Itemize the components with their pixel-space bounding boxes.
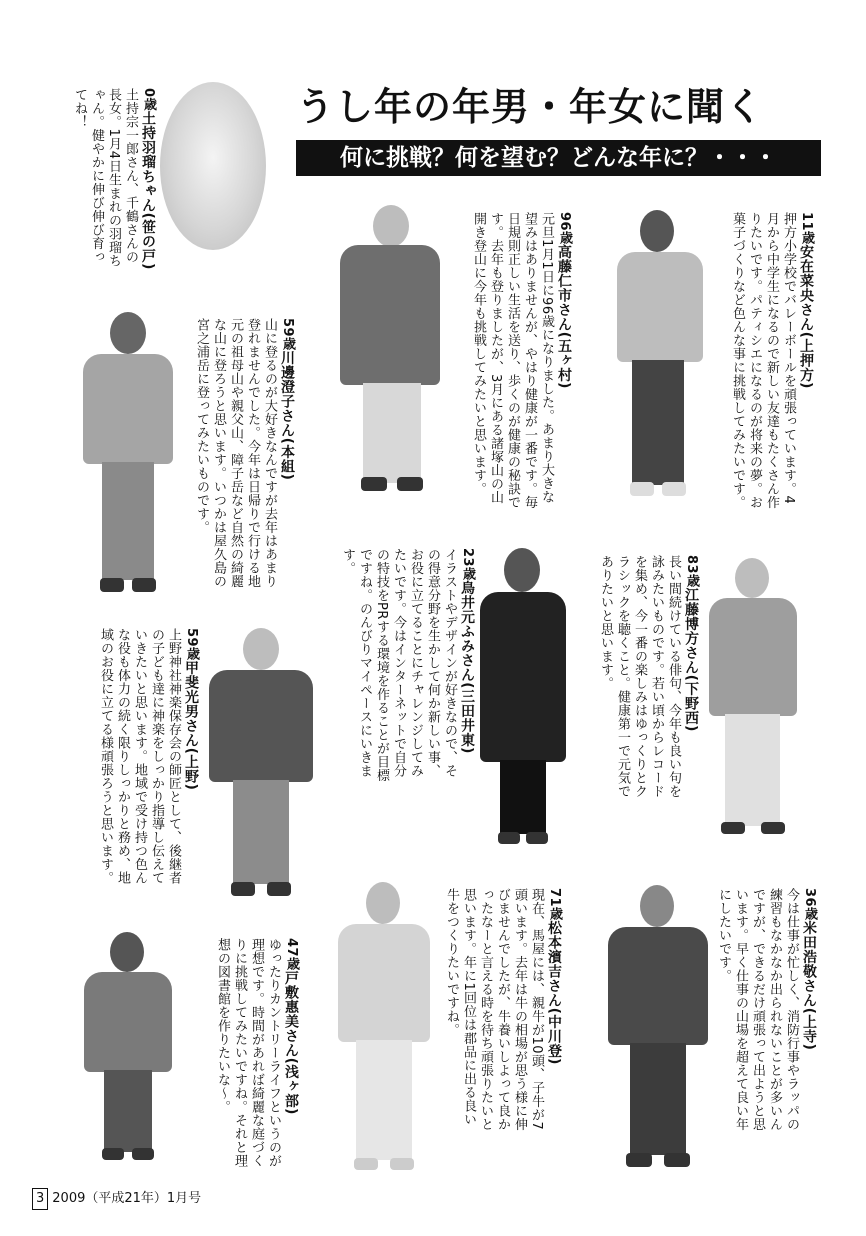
profile-habiru: 0歳土持羽瑠ちゃん(笹の戸) 土持宗一郎さん、千鶴さんの長女。1月4日生まれの羽瑠ちゃん。健やかに伸び伸び育ってね！	[72, 88, 156, 270]
photo-yasuzai	[612, 210, 707, 500]
profile-kawanabe: 59歳川邊澄子さん(本組) 山に登るのが大好きなんですが去年はあまり登れませんでした。今年は日帰りで行ける地元の祖母山や親父山、障子岳など自然の綺麗な山に登ろうと思います。いつかは屋久島の宮之浦岳に登ってみたいものです。	[194, 318, 295, 588]
profile-eto: 83歳江藤博方さん(下野西) 長い間続けている俳句、今年も良い句を詠みたいものです。若い頃からレコードを集め、今一番の楽しみはゆっくりとクラシックを聴くこと。健康第一で元気でありたいと思います。	[598, 555, 699, 798]
photo-kai	[205, 628, 317, 900]
photo-tojiki	[78, 932, 178, 1172]
profile-takafuji: 96歳高藤仁市さん(五ヶ村) 元旦1月1日に96歳になりました。あまり大きな望みはありませんが、やはり健康が一番です。毎日規則正しい生活を送り、歩くのが健康の秘訣です。去年も登りましたが、3月にある諸塚山の山開き登山に今年も挑戦してみたいと思います。	[471, 212, 572, 509]
profile-yoneda: 36歳米田浩敬さん(上寺) 今は仕事が忙しく、消防行事やラッパの練習もなかなか出られないことが多いんですが、できるだけ頑張って出ようと思います。早く仕事の山場を超えて良い年にしたいです。	[716, 888, 817, 1131]
profile-yasuzai: 11歳安在菜央さん(上押方) 押方小学校でバレーボールを頑張っています。4月から中学生になるので新しい友達もたくさん作りたいです。パティシエになるのが将来の夢。お菓子づくりなど色んな事に挑戦してみたいです。	[730, 212, 814, 509]
photo-takafuji	[335, 205, 445, 500]
photo-kawanabe	[78, 312, 178, 594]
photo-eto	[705, 558, 800, 836]
issue-label: 2009（平成21年）1月号	[52, 1191, 202, 1206]
photo-torii	[478, 548, 568, 846]
profile-torii: 23歳鳥井元ふみさん(三田井東) イラストやデザインが好きなので、その得意分野を生かして何か新しい事、お役に立てることにチャレンジしてみたいです。今はインターネットで自分の特技をPRする環境を作ることが目標ですね。のんびりマイペースにいきます。	[340, 548, 475, 782]
profile-tojiki: 47歳戸敷惠美さん(浅ヶ部) ゆったりカントリーライフというのが理想です。時間があれば綺麗な庭づくりに挑戦してみたいですね。それと理想の図書館を作りたいな〜。	[215, 938, 299, 1168]
page-footer	[32, 1188, 201, 1208]
page-number: 3	[32, 1188, 48, 1210]
page-title: うし年の年男・年女に聞く	[296, 85, 765, 129]
baby-photo	[160, 82, 266, 250]
photo-matsumoto	[334, 882, 434, 1172]
page-subtitle: 何に挑戦？何を望む？どんな年に？・・・	[296, 140, 821, 176]
profile-matsumoto: 71歳松本濱吉さん(中川登) 現在、馬屋には、親牛が10頭、子牛が7頭います。去年は牛の相場が思う様に伸びませんでしたが、牛養いしよって良かったなーと言える時を待ち頑張りたいと思います。年に1回位は郡品に出る良い牛をつくりたいですね。	[444, 888, 562, 1131]
photo-yoneda	[600, 885, 715, 1170]
profile-kai: 59歳甲斐光男さん(上野) 上野神社神楽保存会の師匠として、後継者の子ども達に神楽をしっかり指導し伝えていきたいと思います。地域で受け持つ色んな役も体力の続く限りしっかりと務め、地域のお役に立てる様頑張ろうと思います。	[98, 628, 199, 885]
